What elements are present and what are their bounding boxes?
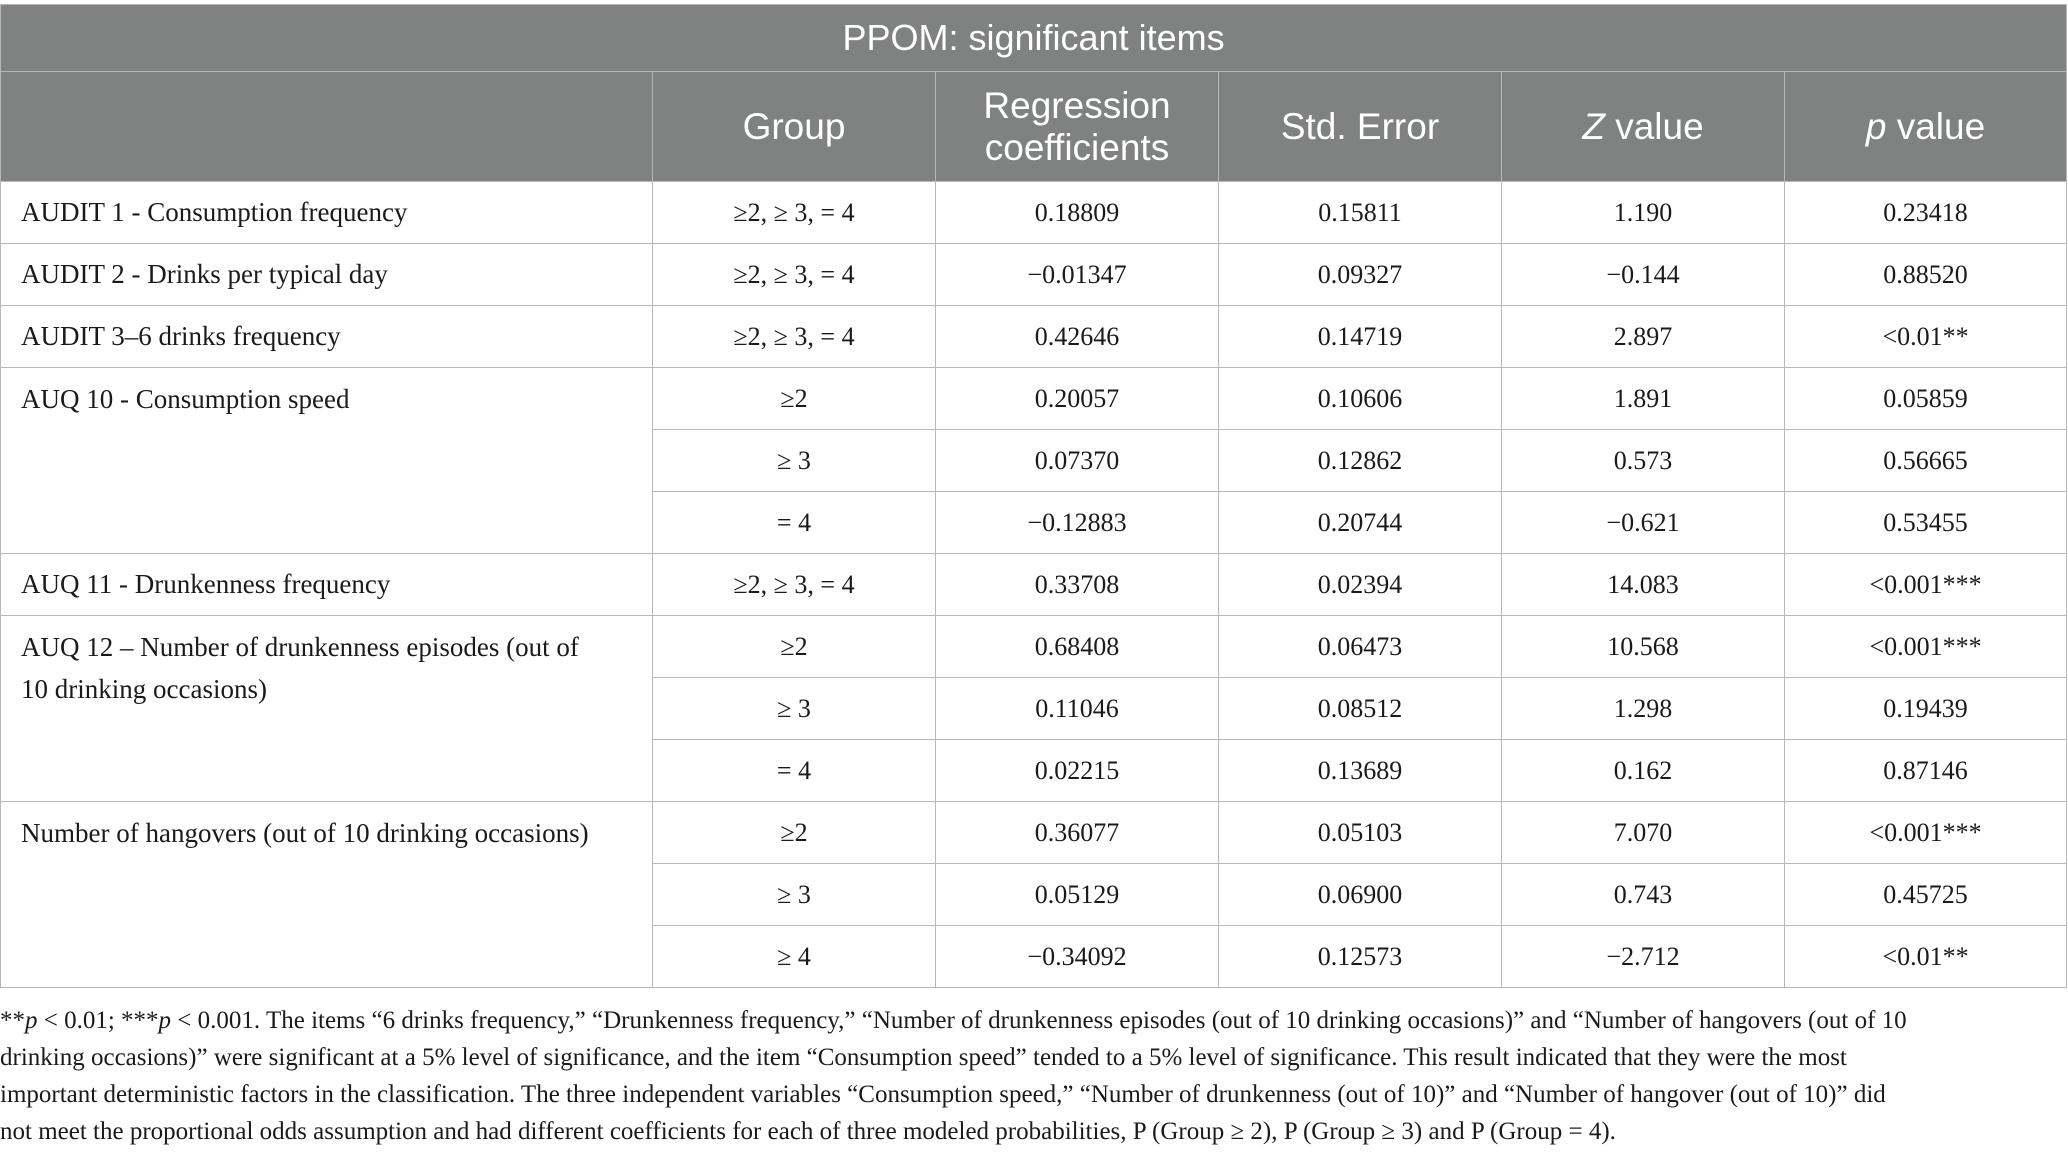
cell-z-value: 0.162: [1502, 740, 1785, 802]
cell-coef: 0.36077: [936, 802, 1219, 864]
cell-coef: 0.20057: [936, 368, 1219, 430]
cell-std-error: 0.06473: [1219, 616, 1502, 678]
cell-p-value: 0.56665: [1785, 430, 2067, 492]
item-label-line2: 10 drinking occasions): [21, 674, 267, 704]
item-label: [1, 616, 653, 802]
cell-p-value: <0.01**: [1785, 306, 2067, 368]
header-z-rest: value: [1604, 105, 1704, 147]
cell-z-value: 1.891: [1502, 368, 1785, 430]
item-label: [1, 802, 653, 988]
cell-std-error: 0.15811: [1219, 182, 1502, 244]
cell-group: ≥2, ≥ 3, = 4: [653, 182, 936, 244]
header-item: [1, 72, 653, 182]
table-row: [1, 244, 2067, 306]
cell-z-value: −0.621: [1502, 492, 1785, 554]
cell-std-error: 0.08512: [1219, 678, 1502, 740]
table-row: [1, 616, 2067, 678]
ppom-results-table: [0, 4, 2067, 988]
item-label-line1: AUQ 12 – Number of drunkenness episodes (out of: [21, 632, 579, 662]
cell-z-value: 0.743: [1502, 864, 1785, 926]
cell-coef: 0.42646: [936, 306, 1219, 368]
cell-std-error: 0.02394: [1219, 554, 1502, 616]
cell-p-value: <0.001***: [1785, 616, 2067, 678]
table-row: [1, 554, 2067, 616]
cell-z-value: −0.144: [1502, 244, 1785, 306]
header-p-rest: value: [1886, 105, 1986, 147]
footnote-sig2-stars: ***: [121, 1007, 159, 1034]
header-z-italic: Z: [1582, 105, 1605, 147]
footnote-sig2-p: p: [158, 1007, 172, 1034]
cell-p-value: 0.45725: [1785, 864, 2067, 926]
table-header-row: [1, 72, 2067, 182]
cell-std-error: 0.12573: [1219, 926, 1502, 988]
cell-group: ≥ 4: [653, 926, 936, 988]
cell-z-value: 1.190: [1502, 182, 1785, 244]
cell-z-value: 0.573: [1502, 430, 1785, 492]
cell-coef: 0.11046: [936, 678, 1219, 740]
results-table-container: [0, 4, 2066, 988]
cell-group: = 4: [653, 492, 936, 554]
item-label-text: Number of hangovers (out of 10 drinking occasions): [21, 818, 589, 848]
footnote-line-4: not meet the proportional odds assumption and had different coefficients for each of three modeled probabilities, P (Group ≥ 2), P (Group ≥ 3) and P (Group = 4).: [0, 1118, 1616, 1145]
cell-group: ≥ 3: [653, 430, 936, 492]
cell-z-value: 2.897: [1502, 306, 1785, 368]
cell-coef: 0.33708: [936, 554, 1219, 616]
cell-group: ≥2, ≥ 3, = 4: [653, 554, 936, 616]
cell-coef: −0.34092: [936, 926, 1219, 988]
footnote-sig1-stars: **: [0, 1007, 25, 1034]
item-label: AUDIT 3–6 drinks frequency: [1, 306, 653, 368]
cell-group: ≥2, ≥ 3, = 4: [653, 306, 936, 368]
cell-coef: 0.07370: [936, 430, 1219, 492]
cell-group: ≥2: [653, 368, 936, 430]
item-label: AUQ 11 - Drunkenness frequency: [1, 554, 653, 616]
cell-p-value: <0.001***: [1785, 802, 2067, 864]
footnote-line-2: drinking occasions)” were significant at a 5% level of significance, and the item “Consumption speed” tended to a 5% level of significance. This result indicated that they were the most: [0, 1044, 1847, 1071]
cell-coef: −0.12883: [936, 492, 1219, 554]
cell-group: ≥2: [653, 616, 936, 678]
cell-coef: 0.05129: [936, 864, 1219, 926]
cell-coef: 0.02215: [936, 740, 1219, 802]
cell-z-value: 7.070: [1502, 802, 1785, 864]
header-p-italic: p: [1865, 105, 1887, 147]
cell-group: ≥ 3: [653, 678, 936, 740]
cell-std-error: 0.12862: [1219, 430, 1502, 492]
item-label: AUDIT 1 - Consumption frequency: [1, 182, 653, 244]
item-label: AUDIT 2 - Drinks per typical day: [1, 244, 653, 306]
item-label: [1, 368, 653, 554]
table-title-row: [1, 5, 2067, 72]
cell-group: = 4: [653, 740, 936, 802]
cell-p-value: <0.001***: [1785, 554, 2067, 616]
cell-std-error: 0.20744: [1219, 492, 1502, 554]
cell-p-value: 0.53455: [1785, 492, 2067, 554]
header-coef-line2: coefficients: [984, 126, 1170, 168]
cell-std-error: 0.13689: [1219, 740, 1502, 802]
table-row: [1, 368, 2067, 430]
header-group: Group: [653, 72, 936, 182]
table-row: [1, 802, 2067, 864]
footnote-sig1-rest: < 0.01;: [37, 1007, 122, 1034]
cell-p-value: 0.88520: [1785, 244, 2067, 306]
cell-p-value: 0.19439: [1785, 678, 2067, 740]
cell-group: ≥2: [653, 802, 936, 864]
header-coef-line1: Regression: [983, 84, 1171, 126]
footnote-line1-tail: The items “6 drinks frequency,” “Drunkenness frequency,” “Number of drunkenness episodes (out of 10 drinking occasions)” and “Number of hangovers (out of 10: [260, 1007, 1907, 1034]
cell-group: ≥2, ≥ 3, = 4: [653, 244, 936, 306]
table-row: [1, 182, 2067, 244]
cell-p-value: <0.01**: [1785, 926, 2067, 988]
cell-coef: 0.18809: [936, 182, 1219, 244]
header-regression-coefficients: [936, 72, 1219, 182]
cell-p-value: 0.23418: [1785, 182, 2067, 244]
footnote-sig2-rest: < 0.001.: [171, 1007, 261, 1034]
cell-z-value: 10.568: [1502, 616, 1785, 678]
cell-z-value: 14.083: [1502, 554, 1785, 616]
cell-coef: −0.01347: [936, 244, 1219, 306]
cell-p-value: 0.87146: [1785, 740, 2067, 802]
table-title: PPOM: significant items: [1, 5, 2067, 72]
cell-z-value: −2.712: [1502, 926, 1785, 988]
footnote-line-1: [0, 1002, 2060, 1039]
footnote-line-3: important deterministic factors in the classification. The three independent variables “Consumption speed,” “Number of drunkenness (out of 10)” and “Number of hangover (out of 10)” did: [0, 1081, 1886, 1108]
header-std-error: Std. Error: [1219, 72, 1502, 182]
cell-z-value: 1.298: [1502, 678, 1785, 740]
header-z-value: [1502, 72, 1785, 182]
table-row: [1, 306, 2067, 368]
cell-p-value: 0.05859: [1785, 368, 2067, 430]
cell-std-error: 0.06900: [1219, 864, 1502, 926]
cell-coef: 0.68408: [936, 616, 1219, 678]
cell-std-error: 0.10606: [1219, 368, 1502, 430]
footnote-sig1-p: p: [25, 1007, 38, 1034]
cell-std-error: 0.09327: [1219, 244, 1502, 306]
cell-std-error: 0.14719: [1219, 306, 1502, 368]
table-footnote: [0, 1002, 2060, 1150]
item-label-text: AUQ 10 - Consumption speed: [21, 384, 350, 414]
cell-std-error: 0.05103: [1219, 802, 1502, 864]
cell-group: ≥ 3: [653, 864, 936, 926]
header-p-value: [1785, 72, 2067, 182]
